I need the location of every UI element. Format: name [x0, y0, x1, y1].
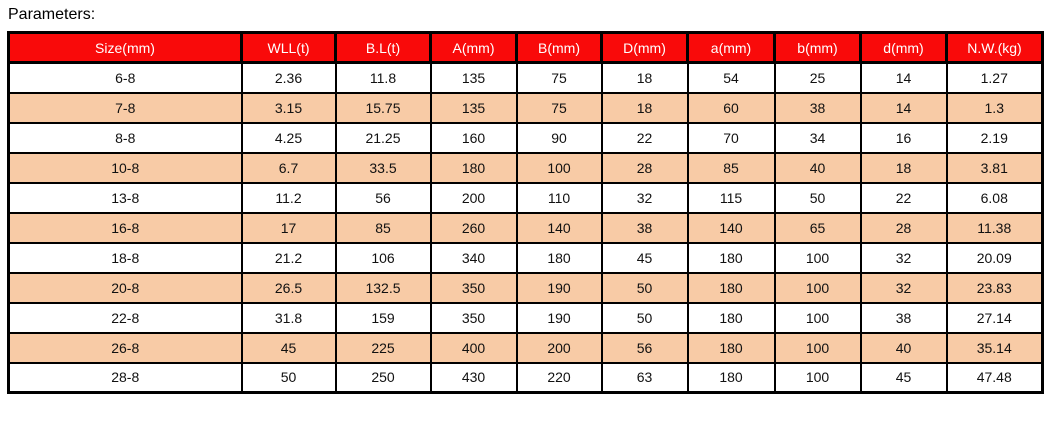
table-cell: 45	[242, 333, 336, 363]
parameters-table	[7, 31, 1044, 394]
table-cell: 17	[242, 213, 336, 243]
page-title: Parameters:	[8, 6, 96, 23]
table-cell: 50	[602, 273, 688, 303]
table-row	[9, 243, 1043, 273]
table-cell: 22	[602, 123, 688, 153]
table-cell: 21.2	[242, 243, 336, 273]
table-cell: 63	[602, 363, 688, 393]
column-header: B(mm)	[517, 33, 602, 63]
table-cell: 135	[431, 63, 517, 93]
table-cell: 180	[688, 363, 775, 393]
table-cell: 56	[602, 333, 688, 363]
table-cell: 70	[688, 123, 775, 153]
table-header-row	[9, 33, 1043, 63]
table-cell: 56	[336, 183, 431, 213]
table-row	[9, 93, 1043, 123]
table-cell: 27.14	[947, 303, 1043, 333]
table-cell: 90	[517, 123, 602, 153]
table-cell: 260	[431, 213, 517, 243]
table-cell: 75	[517, 63, 602, 93]
table-cell: 23.83	[947, 273, 1043, 303]
table-cell: 180	[517, 243, 602, 273]
table-cell: 28	[861, 213, 947, 243]
table-cell: 25	[775, 63, 861, 93]
table-cell: 28-8	[9, 363, 242, 393]
table-cell: 100	[775, 243, 861, 273]
table-cell: 6.08	[947, 183, 1043, 213]
table-cell: 33.5	[336, 153, 431, 183]
table-cell: 132.5	[336, 273, 431, 303]
table-cell: 6.7	[242, 153, 336, 183]
table-cell: 2.36	[242, 63, 336, 93]
column-header: Size(mm)	[9, 33, 242, 63]
table-cell: 40	[861, 333, 947, 363]
column-header: a(mm)	[688, 33, 775, 63]
table-cell: 6-8	[9, 63, 242, 93]
column-header: B.L(t)	[336, 33, 431, 63]
table-cell: 31.8	[242, 303, 336, 333]
table-cell: 11.38	[947, 213, 1043, 243]
table-cell: 180	[688, 273, 775, 303]
table-cell: 45	[602, 243, 688, 273]
table-row	[9, 213, 1043, 243]
column-header: d(mm)	[861, 33, 947, 63]
table-cell: 159	[336, 303, 431, 333]
table-cell: 32	[861, 243, 947, 273]
table-cell: 180	[431, 153, 517, 183]
table-cell: 38	[602, 213, 688, 243]
table-cell: 1.27	[947, 63, 1043, 93]
table-cell: 38	[775, 93, 861, 123]
table-cell: 140	[517, 213, 602, 243]
table-cell: 220	[517, 363, 602, 393]
table-cell: 110	[517, 183, 602, 213]
table-cell: 100	[775, 273, 861, 303]
table-cell: 135	[431, 93, 517, 123]
table-cell: 225	[336, 333, 431, 363]
table-cell: 140	[688, 213, 775, 243]
table-cell: 3.15	[242, 93, 336, 123]
table-cell: 18	[602, 63, 688, 93]
table-cell: 34	[775, 123, 861, 153]
table-cell: 400	[431, 333, 517, 363]
table-cell: 16	[861, 123, 947, 153]
table-cell: 16-8	[9, 213, 242, 243]
table-row	[9, 273, 1043, 303]
table-cell: 50	[775, 183, 861, 213]
table-cell: 45	[861, 363, 947, 393]
table-cell: 85	[688, 153, 775, 183]
table-cell: 18	[602, 93, 688, 123]
table-cell: 115	[688, 183, 775, 213]
table-cell: 18	[861, 153, 947, 183]
table-cell: 18-8	[9, 243, 242, 273]
table-cell: 8-8	[9, 123, 242, 153]
table-cell: 350	[431, 273, 517, 303]
table-cell: 160	[431, 123, 517, 153]
table-cell: 75	[517, 93, 602, 123]
table-cell: 35.14	[947, 333, 1043, 363]
table-cell: 14	[861, 63, 947, 93]
column-header: D(mm)	[602, 33, 688, 63]
table-cell: 21.25	[336, 123, 431, 153]
table-cell: 47.48	[947, 363, 1043, 393]
table-row	[9, 303, 1043, 333]
table-cell: 180	[688, 303, 775, 333]
table-cell: 50	[242, 363, 336, 393]
table-cell: 38	[861, 303, 947, 333]
table-cell: 26.5	[242, 273, 336, 303]
table-cell: 32	[861, 273, 947, 303]
table-row	[9, 183, 1043, 213]
table-cell: 15.75	[336, 93, 431, 123]
table-cell: 32	[602, 183, 688, 213]
table-cell: 54	[688, 63, 775, 93]
table-cell: 100	[775, 333, 861, 363]
table-cell: 28	[602, 153, 688, 183]
table-cell: 85	[336, 213, 431, 243]
table-cell: 350	[431, 303, 517, 333]
table-cell: 106	[336, 243, 431, 273]
table-cell: 200	[517, 333, 602, 363]
table-cell: 22	[861, 183, 947, 213]
table-cell: 430	[431, 363, 517, 393]
table-cell: 190	[517, 303, 602, 333]
table-cell: 26-8	[9, 333, 242, 363]
table-cell: 50	[602, 303, 688, 333]
table-row	[9, 153, 1043, 183]
table-cell: 60	[688, 93, 775, 123]
table-cell: 250	[336, 363, 431, 393]
column-header: A(mm)	[431, 33, 517, 63]
table-cell: 200	[431, 183, 517, 213]
table-cell: 22-8	[9, 303, 242, 333]
table-cell: 1.3	[947, 93, 1043, 123]
table-cell: 20-8	[9, 273, 242, 303]
table-cell: 180	[688, 333, 775, 363]
table-cell: 11.2	[242, 183, 336, 213]
column-header: N.W.(kg)	[947, 33, 1043, 63]
table-row	[9, 63, 1043, 93]
table-row	[9, 333, 1043, 363]
table-body	[9, 63, 1043, 393]
table-cell: 340	[431, 243, 517, 273]
table-cell: 180	[688, 243, 775, 273]
table-cell: 7-8	[9, 93, 242, 123]
table-cell: 13-8	[9, 183, 242, 213]
table-row	[9, 123, 1043, 153]
table-cell: 3.81	[947, 153, 1043, 183]
table-cell: 40	[775, 153, 861, 183]
table-cell: 20.09	[947, 243, 1043, 273]
table-cell: 100	[517, 153, 602, 183]
column-header: WLL(t)	[242, 33, 336, 63]
table-cell: 14	[861, 93, 947, 123]
column-header: b(mm)	[775, 33, 861, 63]
table-cell: 100	[775, 303, 861, 333]
table-cell: 10-8	[9, 153, 242, 183]
table-cell: 2.19	[947, 123, 1043, 153]
table-cell: 4.25	[242, 123, 336, 153]
table-cell: 100	[775, 363, 861, 393]
table-cell: 190	[517, 273, 602, 303]
table-cell: 11.8	[336, 63, 431, 93]
table-cell: 65	[775, 213, 861, 243]
table-row	[9, 363, 1043, 393]
